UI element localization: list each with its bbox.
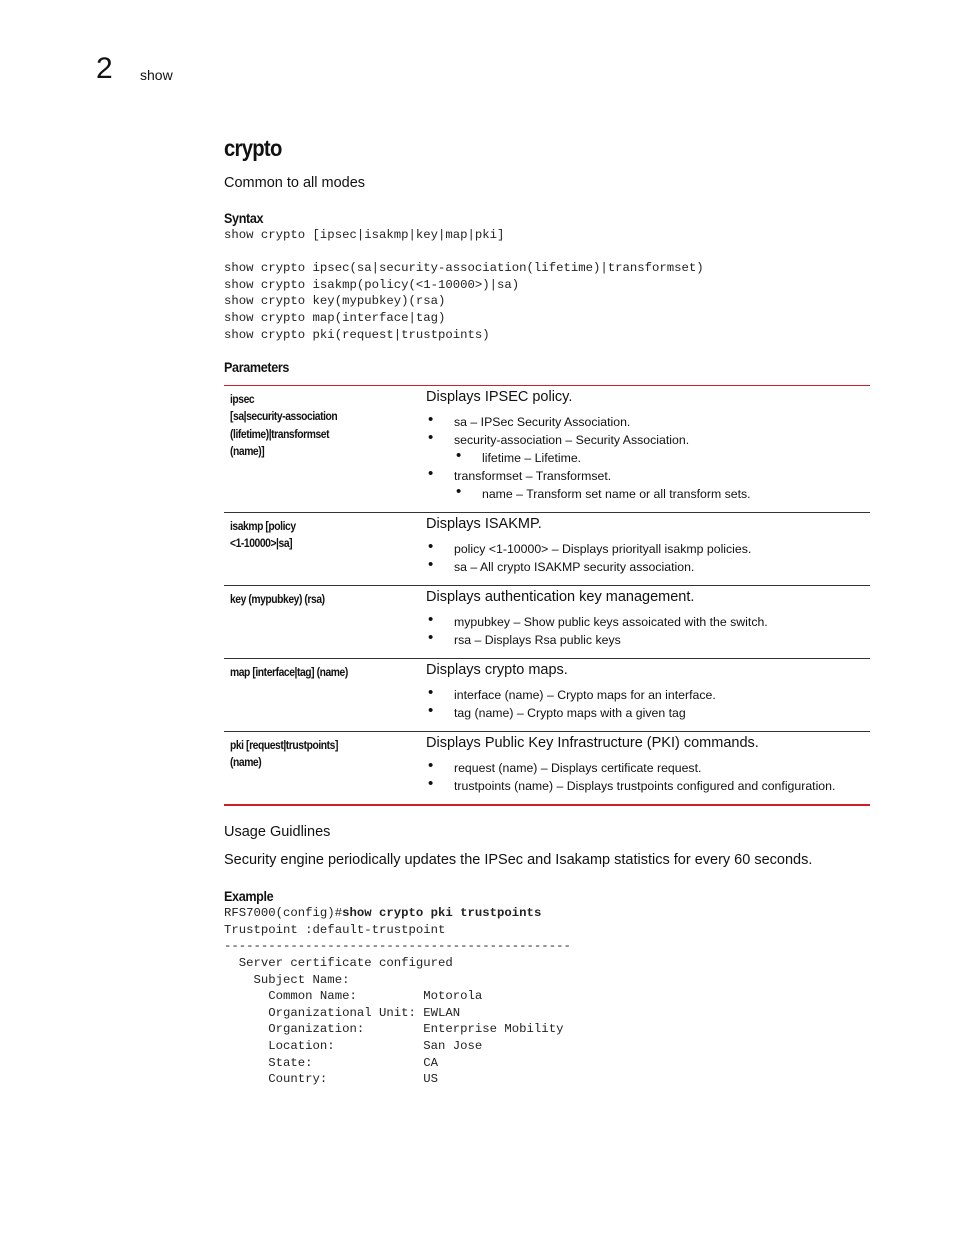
command-mode: Common to all modes <box>224 175 366 191</box>
param-name: map [interface|tag] (name) <box>230 665 348 680</box>
param-bullet-list <box>426 413 870 503</box>
list-item: • sa – All crypto ISAKMP security association. <box>426 558 870 576</box>
list-item: • request (name) – Displays certificate request. <box>426 759 870 777</box>
list-item: • tag (name) – Crypto maps with a given tag <box>426 704 870 722</box>
main-content <box>224 134 870 1088</box>
cli-command: show crypto pki trustpoints <box>342 906 542 921</box>
list-item: • lifetime – Lifetime. <box>426 449 870 467</box>
parameters-heading: Parameters <box>224 359 290 376</box>
param-description: Displays Public Key Infrastructure (PKI) commands. <box>426 735 759 752</box>
param-description: Displays authentication key management. <box>426 589 695 606</box>
chapter-name: show <box>140 67 173 83</box>
list-item: • security-association – Security Association. <box>426 431 870 449</box>
cli-prompt: RFS7000(config)# <box>224 906 343 921</box>
param-description: Displays crypto maps. <box>426 662 568 679</box>
param-name: key (mypubkey) (rsa) <box>230 592 325 607</box>
syntax-code: show crypto [ipsec|isakmp|key|map|pki] show crypto ipsec(sa|security-association(lifetime)|transformset) show crypto isakmp(policy(<1-10000>)|sa) show crypto key(mypubkey)(rsa) show crypto map(interface|tag) show crypto pki(request|trustpoints) <box>224 228 704 342</box>
table-row <box>224 586 870 659</box>
parameters-table <box>224 385 870 806</box>
param-description: Displays ISAKMP. <box>426 516 542 533</box>
table-row <box>224 386 870 513</box>
param-name: isakmp [policy <1-10000>|sa] <box>230 519 296 551</box>
table-row <box>224 732 870 806</box>
usage-text: Security engine periodically updates the IPSec and Isakamp statistics for every 60 seconds. <box>224 852 813 869</box>
table-row <box>224 513 870 586</box>
list-item: • trustpoints (name) – Displays trustpoints configured and configuration. <box>426 777 870 795</box>
list-item: • policy <1-10000> – Displays priorityall isakmp policies. <box>426 540 870 558</box>
list-item: • mypubkey – Show public keys assoicated with the switch. <box>426 613 870 631</box>
list-item: • rsa – Displays Rsa public keys <box>426 631 870 649</box>
example-command <box>224 905 870 922</box>
param-description: Displays IPSEC policy. <box>426 389 573 406</box>
example-heading: Example <box>224 888 274 905</box>
list-item: • transformset – Transformset. <box>426 467 870 485</box>
param-name: pki [request|trustpoints] (name) <box>230 738 338 770</box>
param-bullet-list <box>426 759 870 795</box>
list-item: • sa – IPSec Security Association. <box>426 413 870 431</box>
usage-heading: Usage Guidlines <box>224 824 331 841</box>
param-bullet-list <box>426 613 870 649</box>
chapter-number: 2 <box>96 52 113 85</box>
example-output: Trustpoint :default-trustpoint ----------------------------------------------- Server certificate configured Subject Name: Common Name: Motorola Organizational Unit: EWLAN Organization: Enterprise Mobility Location: San Jose State: CA Country: US <box>224 922 571 1087</box>
table-row <box>224 659 870 732</box>
param-bullet-list <box>426 686 870 722</box>
syntax-heading: Syntax <box>224 210 264 226</box>
param-name: ipsec [sa|security-association (lifetime)|transformset (name)] <box>230 392 338 459</box>
section-title: crypto <box>224 135 282 161</box>
param-bullet-list <box>426 540 870 576</box>
list-item: • interface (name) – Crypto maps for an interface. <box>426 686 870 704</box>
list-item: • name – Transform set name or all transform sets. <box>426 485 870 503</box>
